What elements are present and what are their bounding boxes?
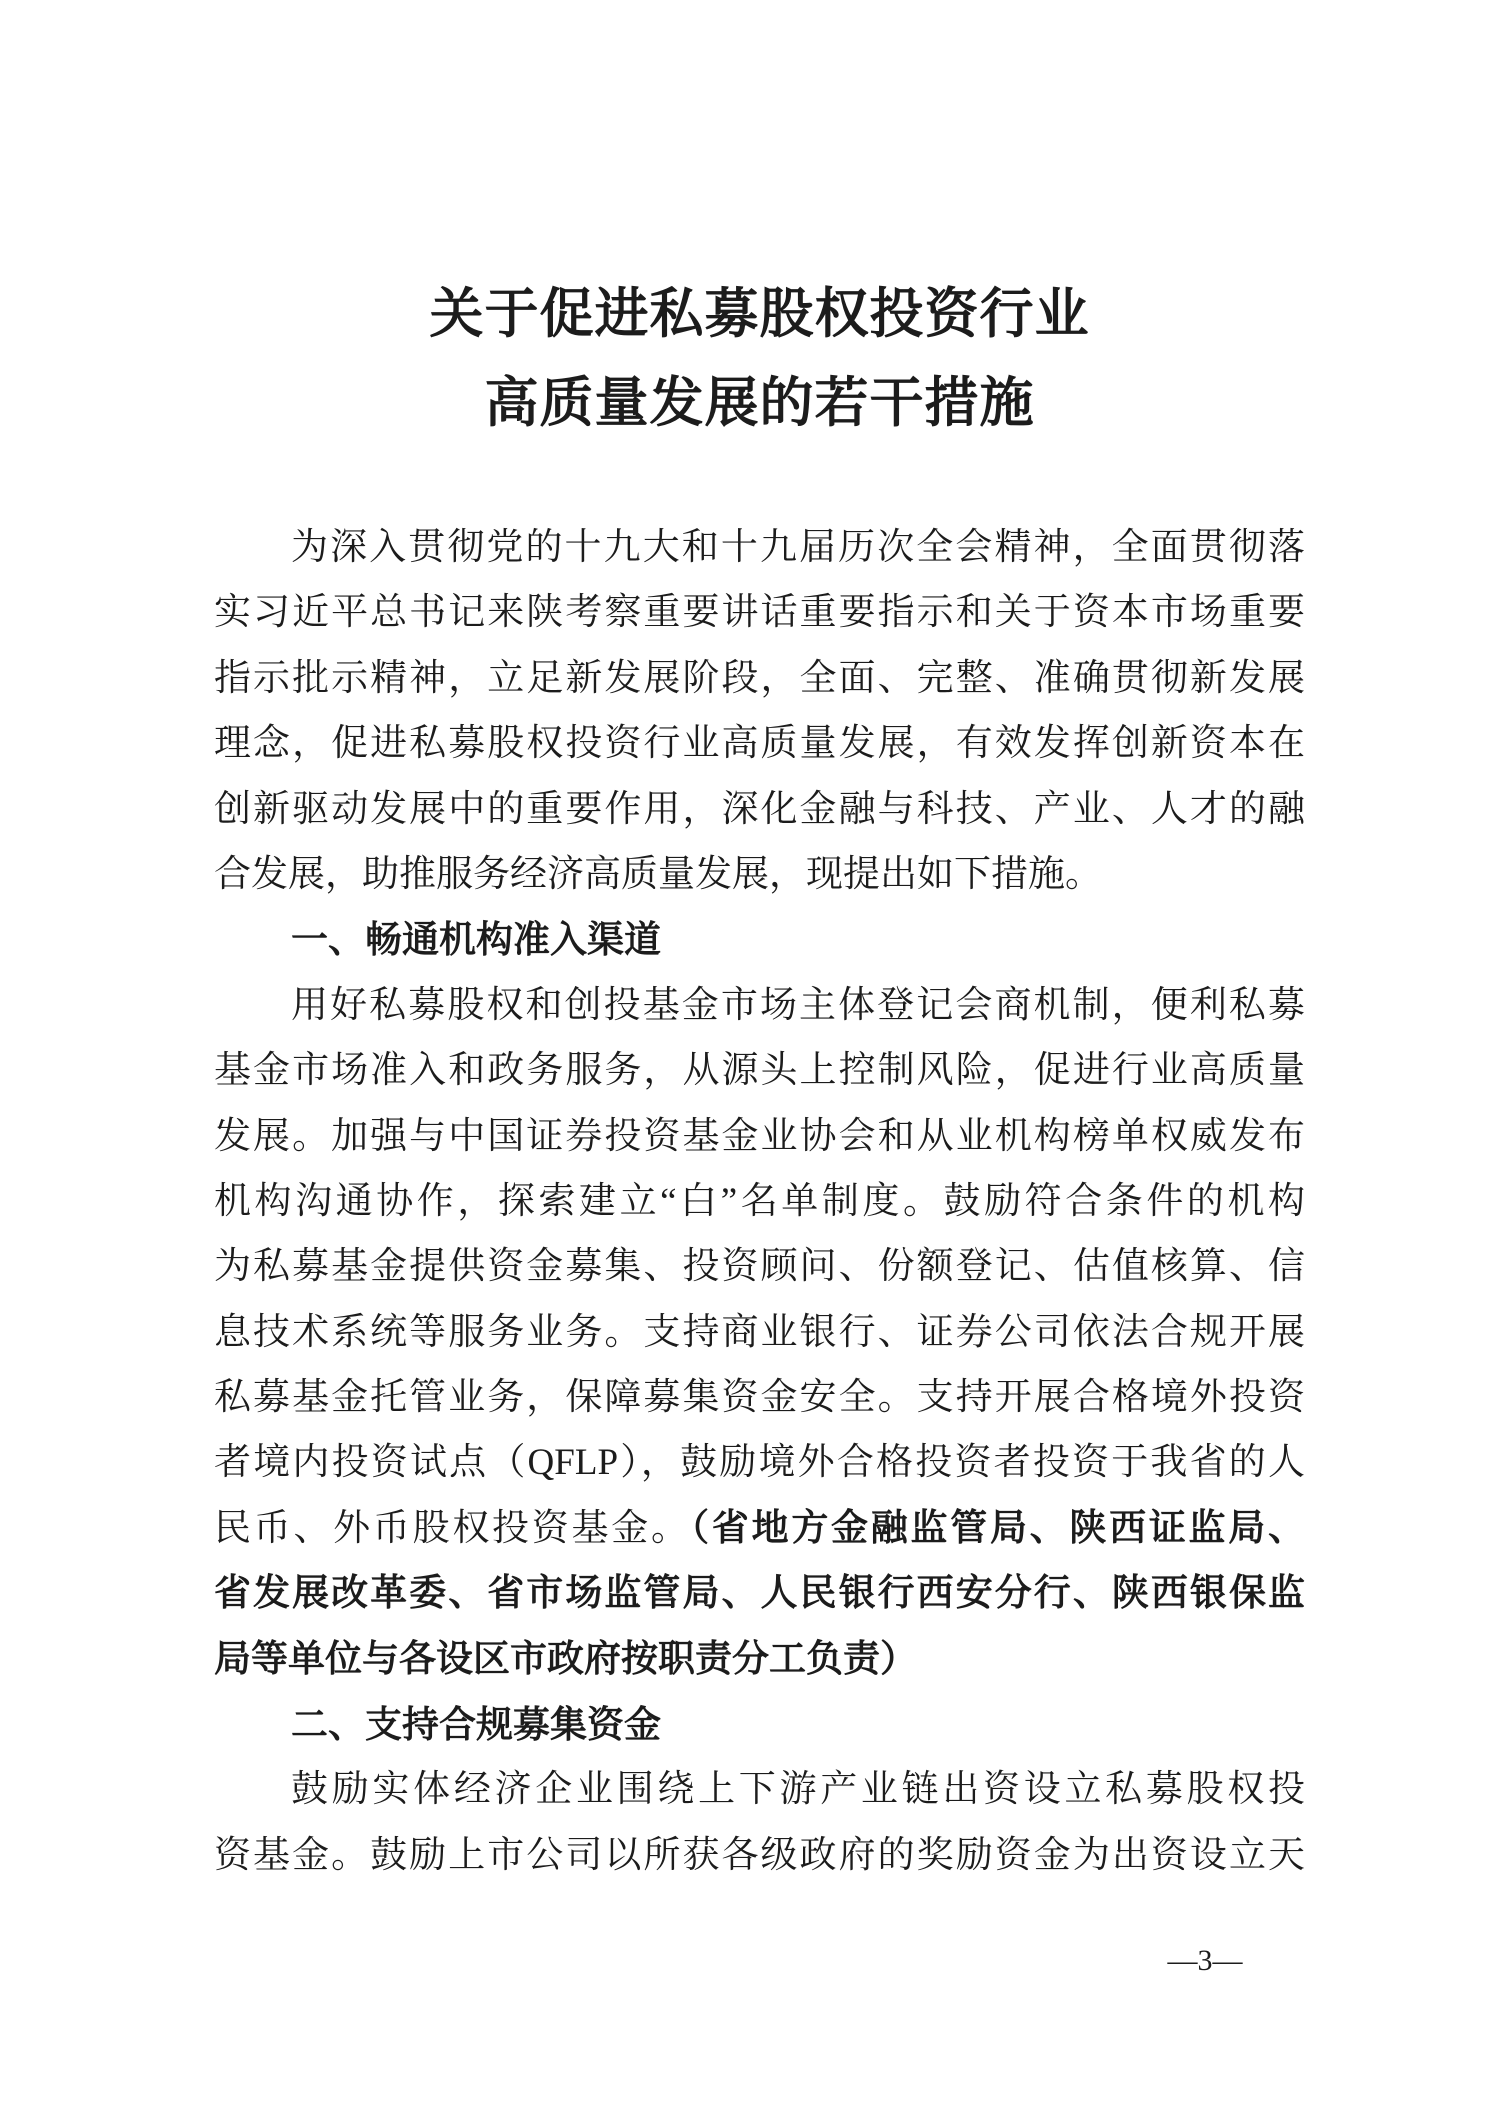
- document-title: [214, 270, 1305, 448]
- paragraph-line: 实习近平总书记来陕考察重要讲话重要指示和关于资本市场重要: [214, 592, 1305, 634]
- paragraph-line: 息技术系统等服务业务。支持商业银行、证券公司依法合规开展: [214, 1311, 1305, 1353]
- paragraph-line: 为私募基金提供资金募集、投资顾问、份额登记、估值核算、信: [214, 1246, 1305, 1288]
- paragraph-line: [214, 1496, 1305, 1561]
- section-heading: 一、畅通机构准入渠道: [291, 919, 661, 961]
- title-line-2: 高质量发展的若干措施: [484, 373, 1035, 433]
- title-line-1: 关于促进私募股权投资行业: [429, 284, 1090, 344]
- paragraph-line: 合发展，助推服务经济高质量发展，现提出如下措施。: [214, 853, 1102, 895]
- paragraph-line: 理念，促进私募股权投资行业高质量发展，有效发挥创新资本在: [214, 723, 1305, 765]
- paragraph-line: 者境内投资试点（QFLP），鼓励境外合格投资者投资于我省的人: [214, 1442, 1305, 1484]
- paragraph-line: 资基金。鼓励上市公司以所获各级政府的奖励资金为出资设立天: [214, 1834, 1305, 1876]
- paragraph-line: 基金市场准入和政务服务，从源头上控制风险，促进行业高质量: [214, 1050, 1305, 1092]
- section-1: [214, 907, 1305, 1692]
- paragraph-line: 创新驱动发展中的重要作用，深化金融与科技、产业、人才的融: [214, 788, 1305, 830]
- responsible-departments: 局等单位与各设区市政府按职责分工负责）: [214, 1638, 917, 1680]
- section-2: [214, 1692, 1305, 1888]
- paragraph-line: 用好私募股权和创投基金市场主体登记会商机制，便利私募: [291, 984, 1305, 1026]
- paragraph-text: 民币、外币股权投资基金。: [214, 1507, 691, 1549]
- paragraph-line: 鼓励实体经济企业围绕上下游产业链出资设立私募股权投: [291, 1769, 1305, 1811]
- page-number: —3—: [1167, 1944, 1243, 1977]
- paragraph-line: 机构沟通协作，探索建立“白”名单制度。鼓励符合条件的机构: [214, 1180, 1305, 1222]
- document-body: [214, 515, 1305, 1888]
- responsible-departments: （省地方金融监管局、陕西证监局、: [690, 1507, 1305, 1549]
- responsible-departments: 省发展改革委、省市场监管局、人民银行西安分行、陕西银保监: [214, 1573, 1305, 1615]
- paragraph-line: 私募基金托管业务，保障募集资金安全。支持开展合格境外投资: [214, 1377, 1305, 1419]
- paragraph-line: 指示批示精神，立足新发展阶段，全面、完整、准确贯彻新发展: [214, 657, 1305, 699]
- paragraph-line: 发展。加强与中国证券投资基金业协会和从业机构榜单权威发布: [214, 1115, 1305, 1157]
- section-heading: 二、支持合规募集资金: [291, 1704, 661, 1746]
- intro-paragraph: [214, 515, 1305, 907]
- paragraph-line: 为深入贯彻党的十九大和十九届历次全会精神，全面贯彻落: [291, 527, 1305, 568]
